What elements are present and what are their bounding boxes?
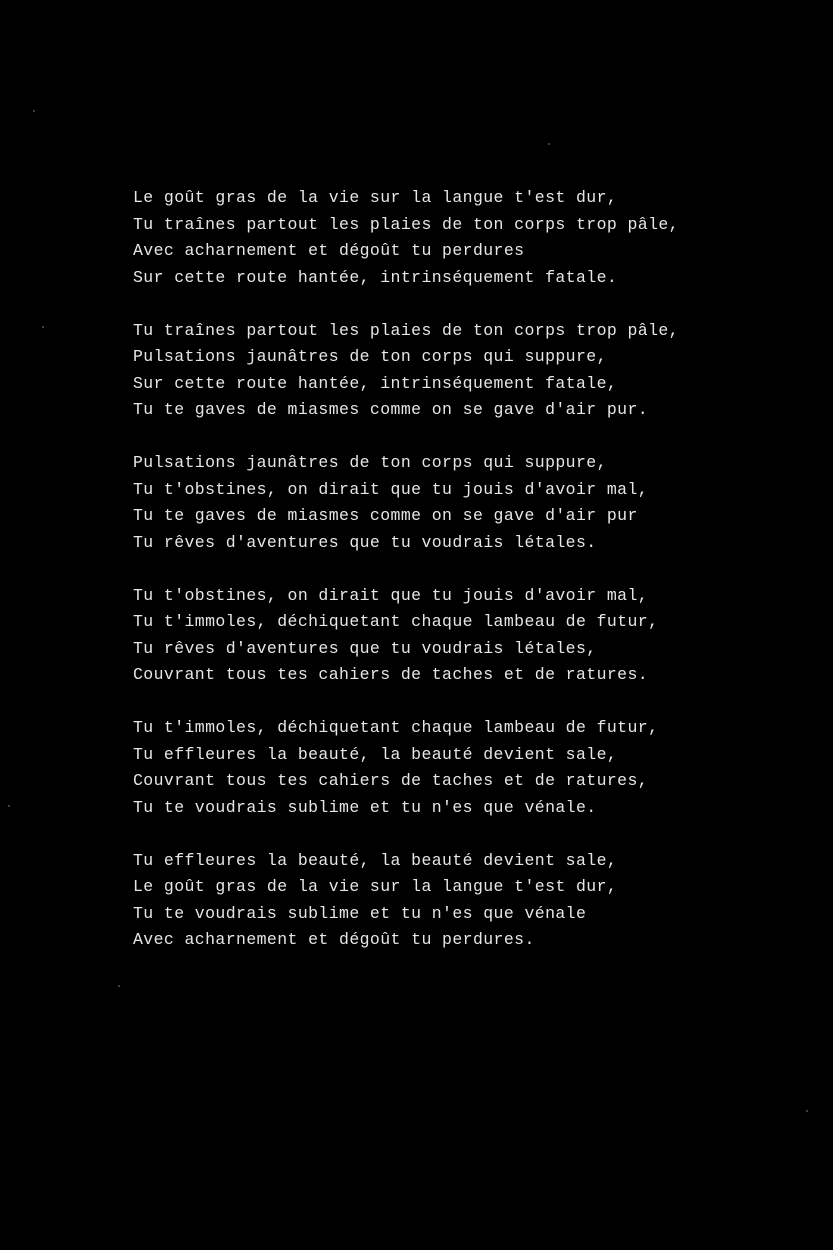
stanza-2 [133,318,813,424]
dust-speck [33,110,35,112]
poem-line: Le goût gras de la vie sur la langue t'est dur, [133,877,618,896]
dust-speck [548,143,550,145]
dust-speck [806,1110,808,1112]
poem-line: Tu traînes partout les plaies de ton corps trop pâle, [133,214,679,234]
poem-line: Tu t'immoles, déchiquetant chaque lambeau de futur, [133,612,659,631]
poem-line: Tu te voudrais sublime et tu n'es que vénale [133,903,587,923]
poem-line: Tu t'obstines, on dirait que tu jouis d'avoir mal, [133,585,649,605]
poem-line: Tu te voudrais sublime et tu n'es que vénale. [133,797,597,817]
poem-line: Tu effleures la beauté, la beauté devient sale, [133,850,618,870]
poem [133,185,813,980]
stanza-5 [133,715,813,821]
poem-line: Tu traînes partout les plaies de ton corps trop pâle, [133,320,679,340]
poem-line: Pulsations jaunâtres de ton corps qui suppure, [133,453,607,472]
poem-line: Tu rêves d'aventures que tu voudrais létales. [133,532,597,552]
poem-line: Couvrant tous tes cahiers de taches et de ratures, [133,771,649,790]
poem-line: Sur cette route hantée, intrinséquement fatale. [133,267,618,287]
stanza-4 [133,583,813,689]
poem-line: Tu rêves d'aventures que tu voudrais létales, [133,638,597,658]
poem-line: Tu t'immoles, déchiquetant chaque lambeau de futur, [133,718,659,737]
poem-line: Le goût gras de la vie sur la langue t'est dur, [133,188,618,207]
dust-speck [8,805,10,807]
poem-line: Sur cette route hantée, intrinséquement fatale, [133,373,618,393]
poem-line: Tu effleures la beauté, la beauté devient sale, [133,744,618,764]
dust-speck [118,985,120,987]
stanza-3 [133,450,813,556]
poem-line: Pulsations jaunâtres de ton corps qui suppure, [133,347,607,366]
stanza-6 [133,848,813,954]
poem-line: Tu te gaves de miasmes comme on se gave d'air pur. [133,400,649,419]
poem-line: Couvrant tous tes cahiers de taches et de ratures. [133,665,649,684]
stanza-1 [133,185,813,291]
poem-line: Avec acharnement et dégoût tu perdures. [133,930,535,949]
poem-line: Tu t'obstines, on dirait que tu jouis d'avoir mal, [133,479,649,499]
poem-line: Avec acharnement et dégoût tu perdures [133,241,525,260]
poem-line: Tu te gaves de miasmes comme on se gave d'air pur [133,506,638,525]
dust-speck [42,326,44,328]
